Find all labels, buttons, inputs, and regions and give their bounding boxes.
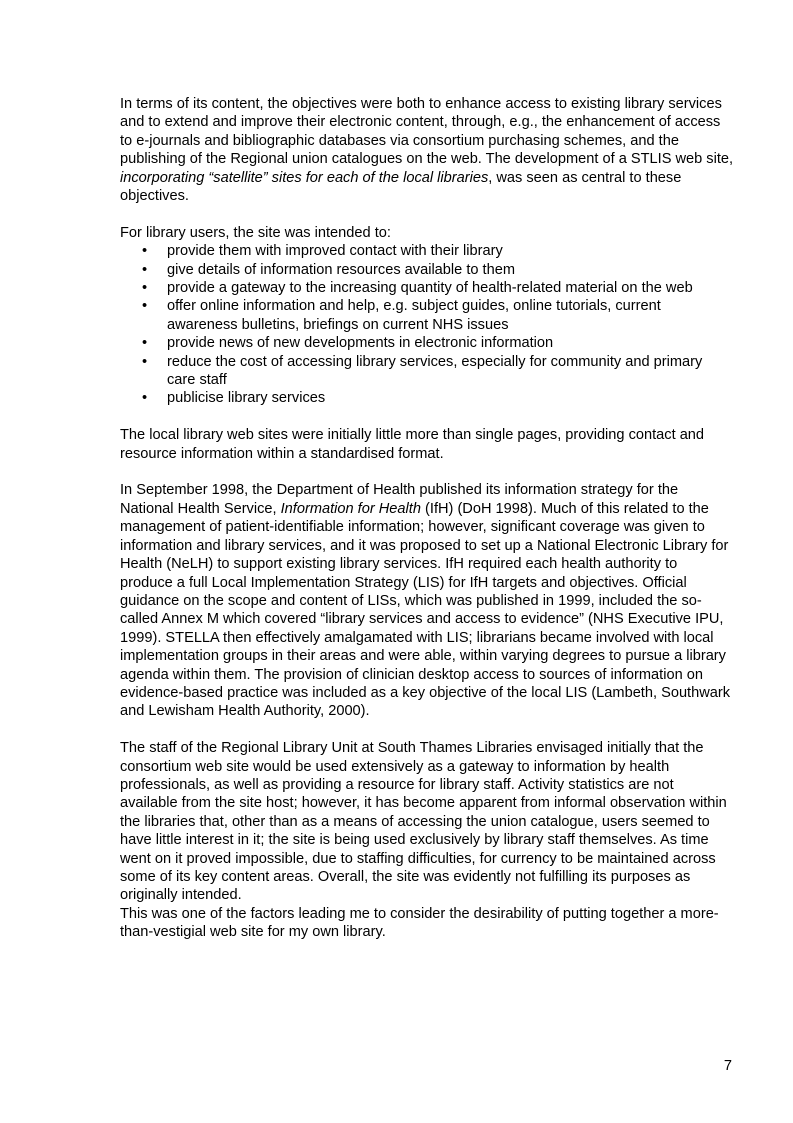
list-item-text: provide news of new developments in electronic information <box>167 335 554 352</box>
paragraph-strategy-emphasis: Information for Health <box>280 500 421 517</box>
list-item-text: publicise library services <box>167 390 326 407</box>
paragraph-objectives <box>120 95 734 205</box>
list-item-text: provide a gateway to the increasing quantity of health-related material on the web <box>167 280 693 297</box>
bullet-icon: • <box>142 243 148 260</box>
body-text <box>120 95 734 942</box>
paragraph-regional-unit: The staff of the Regional Library Unit at South Thames Libraries envisaged initially that the consortium web site would be used extensively as a gateway to information by health professionals, as well as providing a resource for library staff. Activity statistics are not available from the site host; however, it has become apparent from informal observation within the libraries that, other than as a means of accessing the union catalogue, users seemed to have little interest in it; the site is being used exclusively by library staff themselves. As time went on it proved impossible, due to staffing difficulties, for currency to be maintained across some of its key content areas. Overall, the site was evidently not fulfilling its purposes as originally intended. <box>120 740 727 904</box>
paragraph-users-intro: For library users, the site was intended to: <box>120 224 391 241</box>
list-item <box>120 353 734 390</box>
paragraph-objectives-text-a: In terms of its content, the objectives were both to enhance access to existing library services and to extend and improve their electronic content, through, e.g., the enhancement of access to e-journals and bibliographic databases via consortium purchasing schemes, and the publishing of the Regional union catalogues on the web. The development of a STLIS web site, <box>120 96 734 168</box>
bullet-icon: • <box>142 390 148 407</box>
paragraph-strategy-text-b: (IfH) (DoH 1998). Much of this related to the management of patient-identifiable information; however, significant coverage was given to information and library services, and it was proposed to set up a National Electronic Library for Health (NeLH) to support existing library services. IfH required each health authority to produce a full Local Implementation Strategy (LIS) for IfH targets and objectives. Official guidance on the scope and content of LISs, which was published in 1999, included the so-called Annex M which covered “library services and access to evidence” (NHS Executive IPU, 1999). STELLA then effectively amalgamated with LIS; librarians became involved with local implementation groups in their areas and were able, within varying degrees to pursue a library agenda within them. The provision of clinician desktop access to sources of information on evidence-based practice was included as a key objective of the local LIS (Lambeth, Southwark and Lewisham Health Authority, 2000). <box>120 500 731 720</box>
list-item <box>120 297 734 334</box>
bullet-list <box>120 242 734 408</box>
paragraph-objectives-emphasis: incorporating “satellite” sites for each of the local libraries <box>120 169 489 186</box>
list-item-text: reduce the cost of accessing library services, especially for community and primary care staff <box>167 353 703 389</box>
list-item <box>120 242 734 260</box>
bullet-icon: • <box>142 353 148 370</box>
paragraph-information-strategy <box>120 481 734 720</box>
bullet-icon: • <box>142 335 148 352</box>
list-item <box>120 279 734 297</box>
paragraph-conclusion: This was one of the factors leading me to consider the desirability of putting together a more-than-vestigial web site for my own library. <box>120 905 719 941</box>
paragraph-local-sites: The local library web sites were initially little more than single pages, providing contact and resource information within a standardised format. <box>120 427 705 462</box>
list-item-text: provide them with improved contact with their library <box>167 243 503 260</box>
paragraph-strategy-text-a: In September 1998, the Department of Health published its information strategy for the National Health Service, <box>120 482 679 517</box>
bullet-icon: • <box>142 280 148 297</box>
list-item <box>120 334 734 352</box>
list-item-text: offer online information and help, e.g. subject guides, online tutorials, current awareness bulletins, briefings on current NHS issues <box>167 298 661 333</box>
list-item <box>120 389 734 407</box>
paragraph-objectives-text-b: , was seen as central to these objectives. <box>120 169 682 205</box>
bullet-icon: • <box>142 261 148 278</box>
list-item-text: give details of information resources available to them <box>167 261 515 278</box>
bullet-icon: • <box>142 298 148 315</box>
list-item <box>120 261 734 279</box>
page-number: 7 <box>723 1058 732 1074</box>
